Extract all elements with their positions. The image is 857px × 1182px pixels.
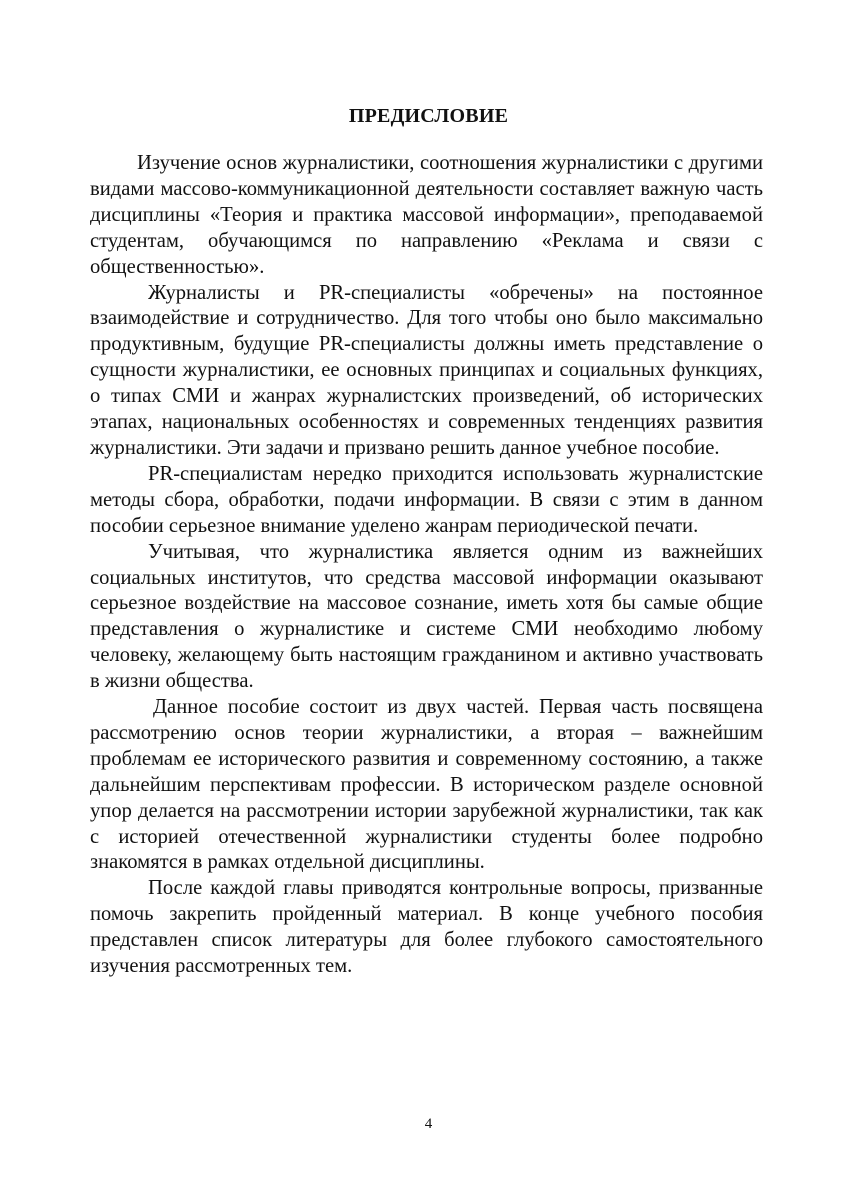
- paragraph: Данное пособие состоит из двух частей. Первая часть посвящена рассмотрению основ теории журналистики, а вторая – важнейшим проблемам ее исторического развития и современному состоянию, а также дальнейшим перспективам профессии. В историческом разделе основной упор делается на рассмотрении истории зарубежной журналистики, так как с историей отечественной журналистики студенты более подробно знакомятся в рамках отдельной дисциплины.: [90, 696, 763, 874]
- paragraph: Журналисты и PR-специалисты «обречены» на постоянное взаимодействие и сотрудничество. Для того чтобы оно было максимально продуктивным, будущие PR-специалисты должны иметь представление о сущности журналистики, ее основных принципах и социальных функциях, о типах СМИ и жанрах журналистских произведений, об исторических этапах, национальных особенностях и современных тенденциях развития журналистики. Эти задачи и призвано решить данное учебное пособие.: [90, 281, 763, 459]
- paragraph: PR-специалистам нередко приходится использовать журналистские методы сбора, обработки, подачи информации. В связи с этим в данном пособии серьезное внимание уделено жанрам периодической печати.: [90, 462, 763, 537]
- paragraph: После каждой главы приводятся контрольные вопросы, призванные помочь закрепить пройденный материал. В конце учебного пособия представлен список литературы для более глубокого самостоятельного изучения рассмотренных тем.: [90, 877, 763, 978]
- body-text: [90, 151, 763, 980]
- page-number: 4: [424, 1116, 433, 1132]
- paragraph: Учитывая, что журналистика является одним из важнейших социальных институтов, что средства массовой информации оказывают серьезное воздействие на массовое сознание, иметь хотя бы самые общие представления о журналистике и системе СМИ необходимо любому человеку, желающему быть настоящим гражданином и активно участвовать в жизни общества.: [90, 540, 763, 693]
- paragraph: Изучение основ журналистики, соотношения журналистики с другими видами массово-коммуникационной деятельности составляет важную часть дисциплины «Теория и практика массовой информации», преподаваемой студентам, обучающимся по направлению «Реклама и связи с общественностью».: [90, 152, 763, 278]
- page-title: ПРЕДИСЛОВИЕ: [348, 105, 509, 127]
